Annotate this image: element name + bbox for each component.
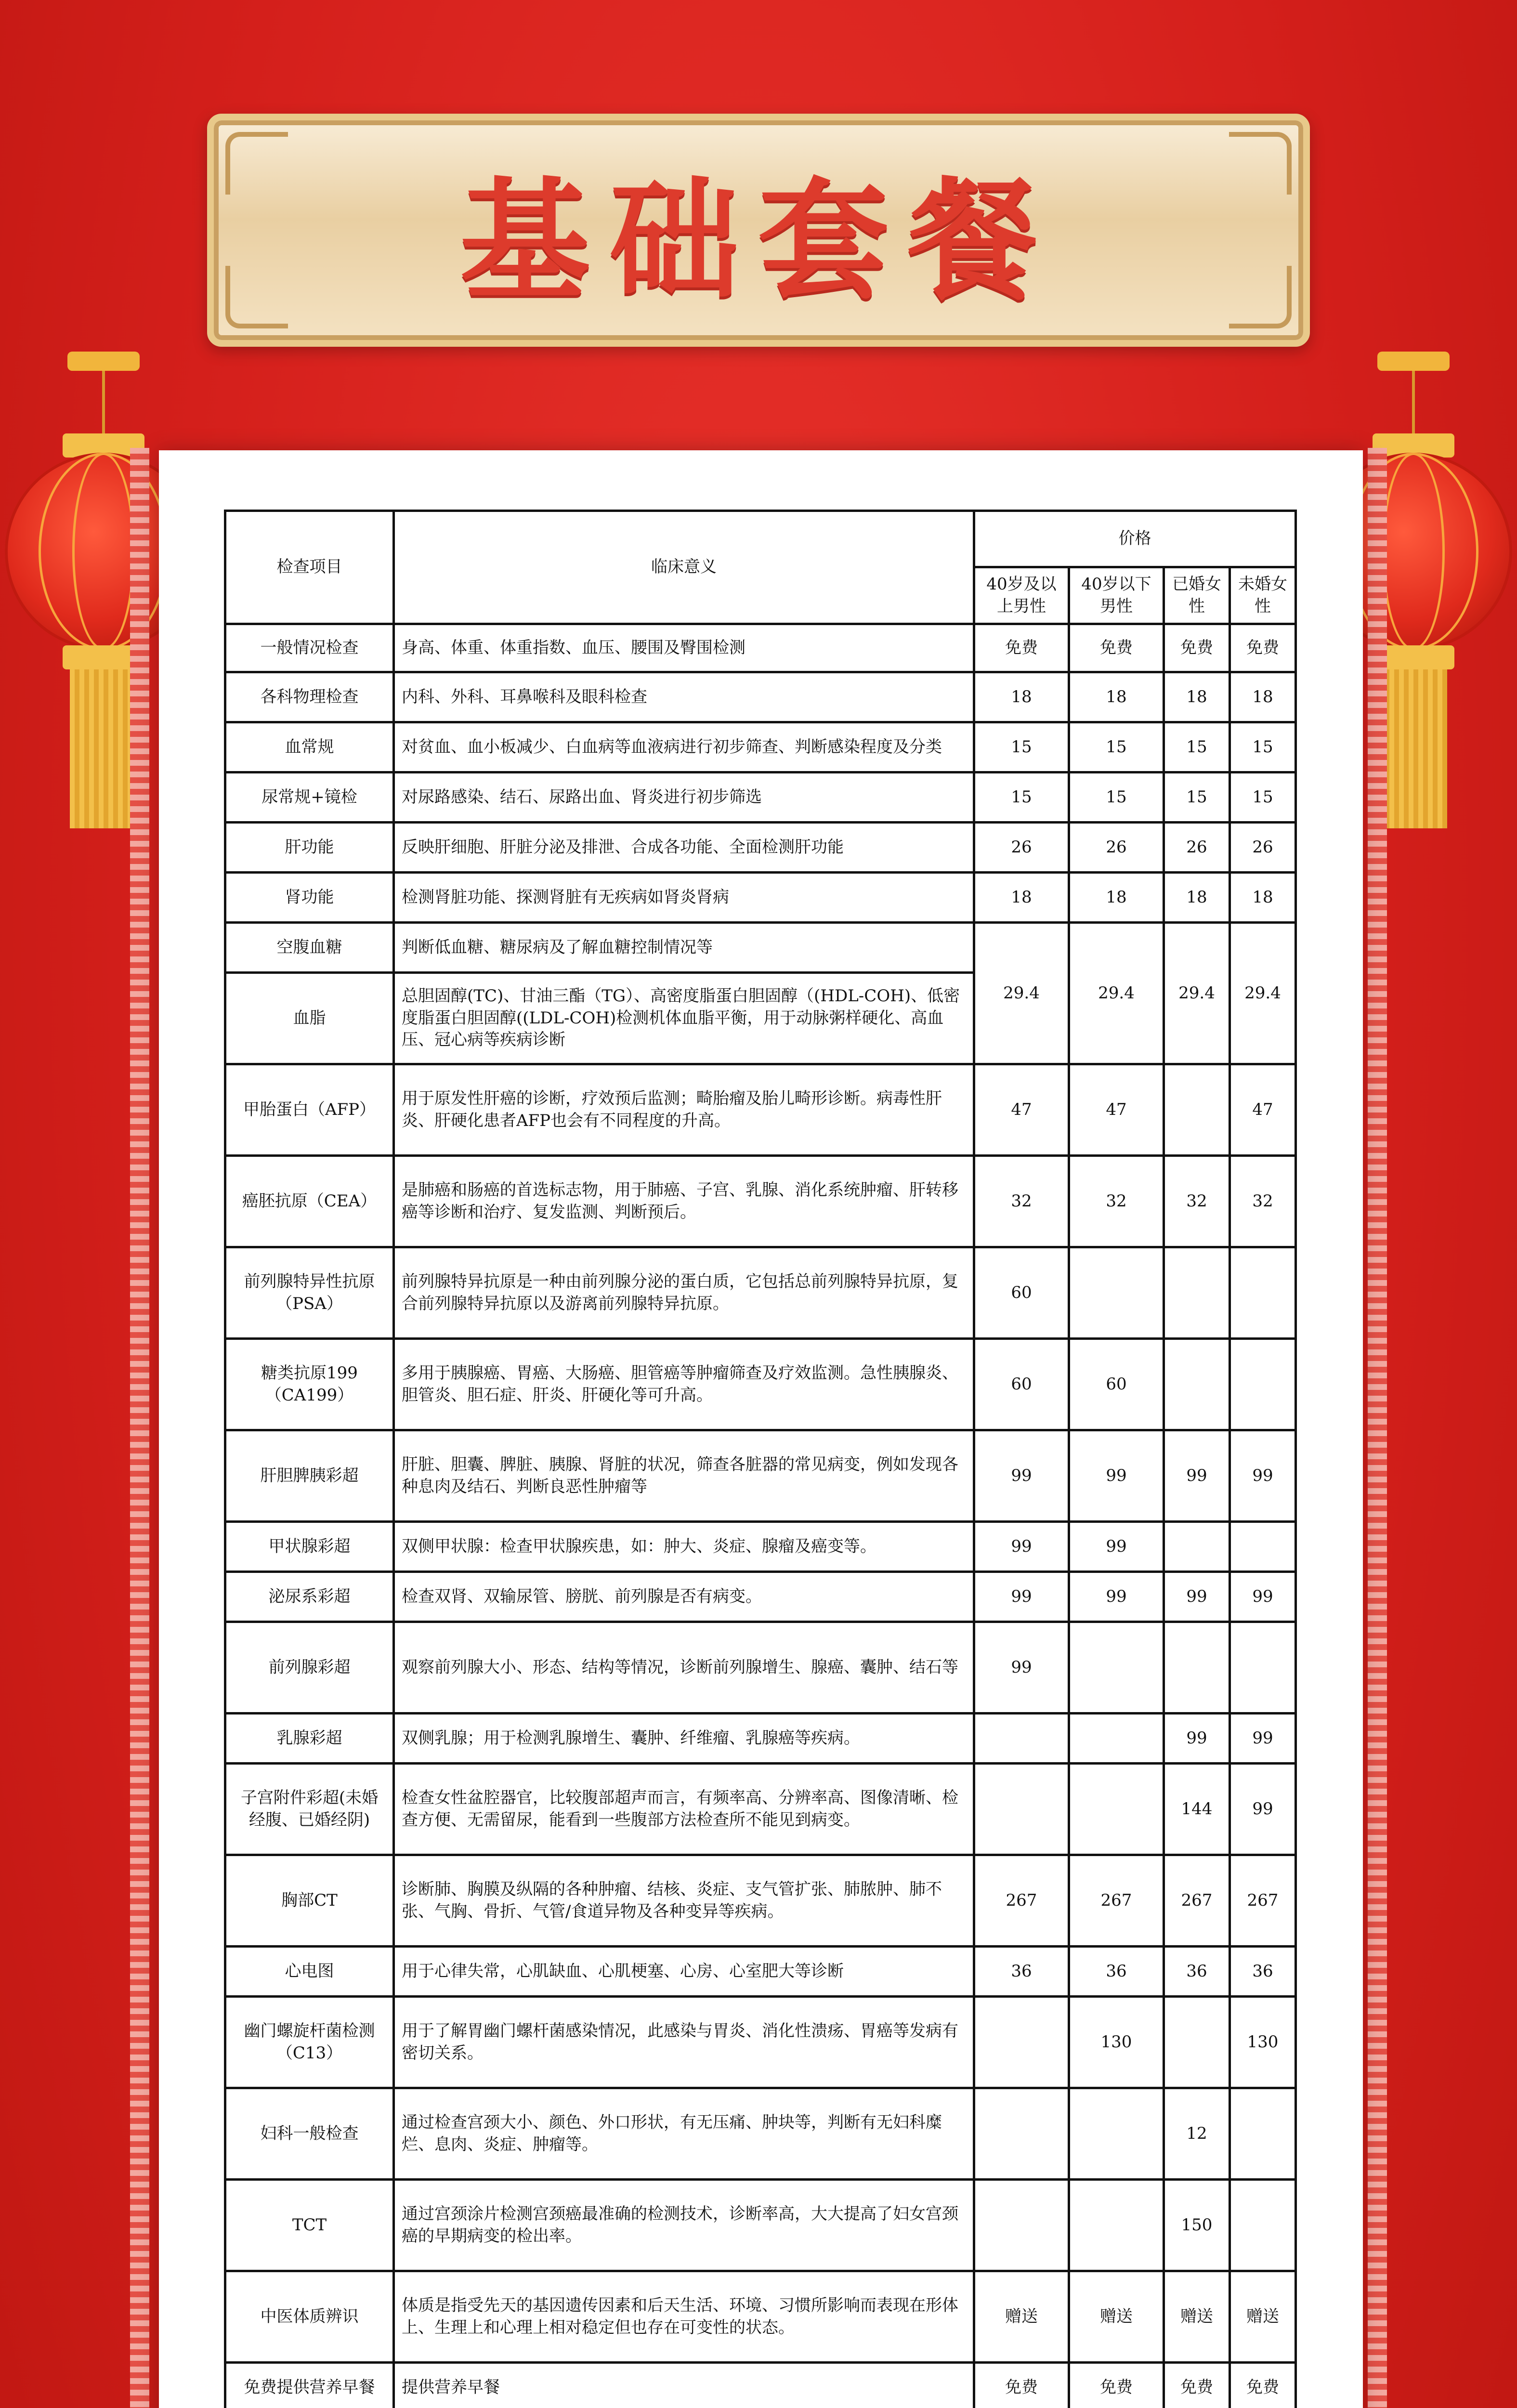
row-price	[1069, 2180, 1164, 2271]
row-desc: 通过检查宫颈大小、颜色、外口形状，有无压痛、肿块等，判断有无妇科糜烂、息肉、炎症、肿瘤等。	[394, 2088, 974, 2180]
row-price: 36	[974, 1947, 1069, 1997]
row-desc: 诊断肺、胸膜及纵隔的各种肿瘤、结核、炎症、支气管扩张、肺脓肿、肺不张、气胸、骨折、气管/食道异物及各种变异等疾病。	[394, 1855, 974, 1947]
table-row	[225, 2271, 1296, 2363]
row-price: 60	[1069, 1339, 1164, 1430]
row-price: 99	[1230, 1572, 1296, 1622]
row-price	[1069, 1247, 1164, 1339]
table-row	[225, 624, 1296, 672]
row-desc: 用于心律失常，心肌缺血、心肌梗塞、心房、心室肥大等诊断	[394, 1947, 974, 1997]
row-price: 免费	[1230, 2363, 1296, 2408]
row-price: 赠送	[1230, 2271, 1296, 2363]
row-desc: 提供营养早餐	[394, 2363, 974, 2408]
row-item: 各科物理检查	[225, 672, 394, 722]
row-item: 免费提供营养早餐	[225, 2363, 394, 2408]
row-price	[974, 1714, 1069, 1764]
row-price	[974, 2088, 1069, 2180]
row-desc: 通过宫颈涂片检测宫颈癌最准确的检测技术，诊断率高，大大提高了妇女宫颈癌的早期病变的检出率。	[394, 2180, 974, 2271]
row-price	[1164, 1997, 1230, 2088]
row-item: 妇科一般检查	[225, 2088, 394, 2180]
row-item: 糖类抗原199（CA199）	[225, 1339, 394, 1430]
scroll-edge-left	[130, 448, 149, 2408]
table-row	[225, 1522, 1296, 1572]
row-desc: 总胆固醇(TC)、甘油三酯（TG）、高密度脂蛋白胆固醇（(HDL-COH)、低密度脂蛋白胆固醇((LDL-COH)检测机体血脂平衡，用于动脉粥样硬化、高血压、冠心病等疾病诊断	[394, 973, 974, 1064]
row-price: 29.4	[1164, 923, 1230, 1064]
row-price: 99	[1230, 1430, 1296, 1522]
table-row	[225, 1339, 1296, 1430]
row-price: 29.4	[1069, 923, 1164, 1064]
row-desc: 反映肝细胞、肝脏分泌及排泄、合成各功能、全面检测肝功能	[394, 823, 974, 873]
row-price: 18	[1164, 672, 1230, 722]
row-price: 99	[974, 1622, 1069, 1714]
row-item: 胸部CT	[225, 1855, 394, 1947]
header-group: 已婚女性	[1164, 567, 1230, 624]
row-item: 中医体质辨识	[225, 2271, 394, 2363]
row-desc: 检查双肾、双输尿管、膀胱、前列腺是否有病变。	[394, 1572, 974, 1622]
row-desc: 检查女性盆腔器官，比较腹部超声而言，有频率高、分辨率高、图像清晰、检查方便、无需留尿，能看到一些腹部方法检查所不能见到病变。	[394, 1764, 974, 1855]
row-price: 267	[1230, 1855, 1296, 1947]
row-price	[1230, 1622, 1296, 1714]
row-price	[974, 1764, 1069, 1855]
row-desc: 判断低血糖、糖尿病及了解血糖控制情况等	[394, 923, 974, 973]
row-price: 赠送	[1069, 2271, 1164, 2363]
row-desc: 检测肾脏功能、探测肾脏有无疾病如肾炎肾病	[394, 873, 974, 923]
row-price	[1069, 1622, 1164, 1714]
header-item: 检查项目	[225, 511, 394, 624]
row-price: 18	[974, 672, 1069, 722]
row-item: 一般情况检查	[225, 624, 394, 672]
table-row	[225, 772, 1296, 823]
row-price	[1230, 1247, 1296, 1339]
table-row	[225, 2180, 1296, 2271]
row-price: 60	[974, 1247, 1069, 1339]
row-price: 36	[1069, 1947, 1164, 1997]
row-price: 赠送	[974, 2271, 1069, 2363]
table-row	[225, 1764, 1296, 1855]
table-row	[225, 2088, 1296, 2180]
row-item: 肝功能	[225, 823, 394, 873]
row-price	[1230, 1339, 1296, 1430]
row-desc: 对贫血、血小板减少、白血病等血液病进行初步筛查、判断感染程度及分类	[394, 722, 974, 772]
row-price: 47	[974, 1064, 1069, 1156]
row-price: 29.4	[974, 923, 1069, 1064]
header-group: 40岁及以上男性	[974, 567, 1069, 624]
row-price: 26	[1230, 823, 1296, 873]
row-price: 99	[1069, 1572, 1164, 1622]
row-price	[1164, 1339, 1230, 1430]
row-price: 26	[1069, 823, 1164, 873]
row-item: 甲状腺彩超	[225, 1522, 394, 1572]
row-price	[1069, 1764, 1164, 1855]
header-meaning: 临床意义	[394, 511, 974, 624]
row-price: 26	[974, 823, 1069, 873]
row-price: 18	[1069, 873, 1164, 923]
row-item: 血常规	[225, 722, 394, 772]
row-desc: 前列腺特异抗原是一种由前列腺分泌的蛋白质，它包括总前列腺特异抗原，复合前列腺特异抗原以及游离前列腺特异抗原。	[394, 1247, 974, 1339]
table-row	[225, 1247, 1296, 1339]
table-row	[225, 1064, 1296, 1156]
row-price: 15	[974, 722, 1069, 772]
row-item: 肾功能	[225, 873, 394, 923]
row-desc: 身高、体重、体重指数、血压、腰围及臀围检测	[394, 624, 974, 672]
row-price: 99	[1230, 1714, 1296, 1764]
row-price: 免费	[1230, 624, 1296, 672]
row-price	[1069, 2088, 1164, 2180]
row-price: 99	[1230, 1764, 1296, 1855]
row-price: 32	[1230, 1156, 1296, 1247]
table-row	[225, 1156, 1296, 1247]
row-price: 免费	[1164, 624, 1230, 672]
row-price	[974, 2180, 1069, 2271]
table-row	[225, 1714, 1296, 1764]
row-price: 免费	[1069, 2363, 1164, 2408]
row-price: 32	[1069, 1156, 1164, 1247]
row-price	[1164, 1622, 1230, 1714]
table-row	[225, 722, 1296, 772]
header-group: 40岁以下男性	[1069, 567, 1164, 624]
row-desc: 体质是指受先天的基因遗传因素和后天生活、环境、习惯所影响而表现在形体上、生理上和心理上相对稳定但也存在可变性的状态。	[394, 2271, 974, 2363]
row-price: 267	[1069, 1855, 1164, 1947]
row-price: 60	[974, 1339, 1069, 1430]
row-price: 99	[1069, 1430, 1164, 1522]
row-price: 150	[1164, 2180, 1230, 2271]
row-price: 15	[1164, 722, 1230, 772]
row-desc: 双侧甲状腺：检查甲状腺疾患，如：肿大、炎症、腺瘤及癌变等。	[394, 1522, 974, 1572]
row-price: 267	[974, 1855, 1069, 1947]
row-price	[1069, 1714, 1164, 1764]
row-price: 130	[1230, 1997, 1296, 2088]
row-price	[1164, 1522, 1230, 1572]
row-price: 32	[1164, 1156, 1230, 1247]
row-price: 99	[1069, 1522, 1164, 1572]
row-item: 子宫附件彩超(未婚经腹、已婚经阴)	[225, 1764, 394, 1855]
row-item: 心电图	[225, 1947, 394, 1997]
table-row	[225, 1572, 1296, 1622]
row-desc: 观察前列腺大小、形态、结构等情况，诊断前列腺增生、腺癌、囊肿、结石等	[394, 1622, 974, 1714]
row-item: 泌尿系彩超	[225, 1572, 394, 1622]
row-desc: 用于了解胃幽门螺杆菌感染情况，此感染与胃炎、消化性溃疡、胃癌等发病有密切关系。	[394, 1997, 974, 2088]
row-item: 血脂	[225, 973, 394, 1064]
row-desc: 多用于胰腺癌、胃癌、大肠癌、胆管癌等肿瘤筛查及疗效监测。急性胰腺炎、胆管炎、胆石症、肝炎、肝硬化等可升高。	[394, 1339, 974, 1430]
row-price: 267	[1164, 1855, 1230, 1947]
page-title: 基础套餐	[460, 165, 1057, 317]
row-desc: 双侧乳腺；用于检测乳腺增生、囊肿、纤维瘤、乳腺癌等疾病。	[394, 1714, 974, 1764]
row-price	[1164, 1064, 1230, 1156]
row-price: 47	[1230, 1064, 1296, 1156]
table-row	[225, 1947, 1296, 1997]
row-price: 99	[974, 1572, 1069, 1622]
row-price: 36	[1230, 1947, 1296, 1997]
row-price: 99	[974, 1430, 1069, 1522]
row-price: 32	[974, 1156, 1069, 1247]
row-price: 18	[1230, 873, 1296, 923]
price-table	[224, 510, 1297, 2408]
row-price: 99	[974, 1522, 1069, 1572]
row-price: 18	[1069, 672, 1164, 722]
title-plaque	[207, 114, 1310, 347]
row-price	[1230, 1522, 1296, 1572]
row-price: 18	[1164, 873, 1230, 923]
row-price: 赠送	[1164, 2271, 1230, 2363]
row-price: 15	[1069, 772, 1164, 823]
row-price	[1230, 2088, 1296, 2180]
table-row	[225, 1855, 1296, 1947]
table-row	[225, 2363, 1296, 2408]
row-item: 前列腺特异性抗原（PSA）	[225, 1247, 394, 1339]
header-group: 未婚女性	[1230, 567, 1296, 624]
table-row	[225, 873, 1296, 923]
row-price: 144	[1164, 1764, 1230, 1855]
table-row	[225, 823, 1296, 873]
row-item: 甲胎蛋白（AFP）	[225, 1064, 394, 1156]
table-row	[225, 672, 1296, 722]
row-desc: 对尿路感染、结石、尿路出血、肾炎进行初步筛选	[394, 772, 974, 823]
row-desc: 肝脏、胆囊、脾脏、胰腺、肾脏的状况，筛查各脏器的常见病变，例如发现各种息肉及结石、判断良恶性肿瘤等	[394, 1430, 974, 1522]
row-desc: 内科、外科、耳鼻喉科及眼科检查	[394, 672, 974, 722]
row-item: 前列腺彩超	[225, 1622, 394, 1714]
row-price: 免费	[1069, 624, 1164, 672]
row-item: 空腹血糖	[225, 923, 394, 973]
row-price: 15	[1069, 722, 1164, 772]
row-price: 15	[974, 772, 1069, 823]
table-row	[225, 1622, 1296, 1714]
row-price: 130	[1069, 1997, 1164, 2088]
row-price: 99	[1164, 1430, 1230, 1522]
row-price: 36	[1164, 1947, 1230, 1997]
table-row	[225, 1997, 1296, 2088]
row-price	[974, 1997, 1069, 2088]
row-desc: 用于原发性肝癌的诊断，疗效预后监测；畸胎瘤及胎儿畸形诊断。病毒性肝炎、肝硬化患者AFP也会有不同程度的升高。	[394, 1064, 974, 1156]
row-price: 29.4	[1230, 923, 1296, 1064]
row-price: 99	[1164, 1714, 1230, 1764]
row-item: TCT	[225, 2180, 394, 2271]
row-price: 18	[974, 873, 1069, 923]
row-price: 15	[1164, 772, 1230, 823]
row-item: 乳腺彩超	[225, 1714, 394, 1764]
row-price: 18	[1230, 672, 1296, 722]
header-price: 价格	[974, 511, 1296, 567]
row-price: 47	[1069, 1064, 1164, 1156]
row-item: 癌胚抗原（CEA）	[225, 1156, 394, 1247]
scroll-edge-right	[1368, 448, 1387, 2408]
row-price: 免费	[1164, 2363, 1230, 2408]
row-desc: 是肺癌和肠癌的首选标志物，用于肺癌、子宫、乳腺、消化系统肿瘤、肝转移癌等诊断和治疗、复发监测、判断预后。	[394, 1156, 974, 1247]
row-price: 免费	[974, 2363, 1069, 2408]
row-item: 幽门螺旋杆菌检测（C13）	[225, 1997, 394, 2088]
row-price: 99	[1164, 1572, 1230, 1622]
row-price: 12	[1164, 2088, 1230, 2180]
row-item: 尿常规+镜检	[225, 772, 394, 823]
row-price: 26	[1164, 823, 1230, 873]
row-price	[1164, 1247, 1230, 1339]
row-item: 肝胆脾胰彩超	[225, 1430, 394, 1522]
row-price	[1230, 2180, 1296, 2271]
row-price: 15	[1230, 722, 1296, 772]
table-row	[225, 1430, 1296, 1522]
row-price: 15	[1230, 772, 1296, 823]
row-price: 免费	[974, 624, 1069, 672]
table-row	[225, 923, 1296, 973]
